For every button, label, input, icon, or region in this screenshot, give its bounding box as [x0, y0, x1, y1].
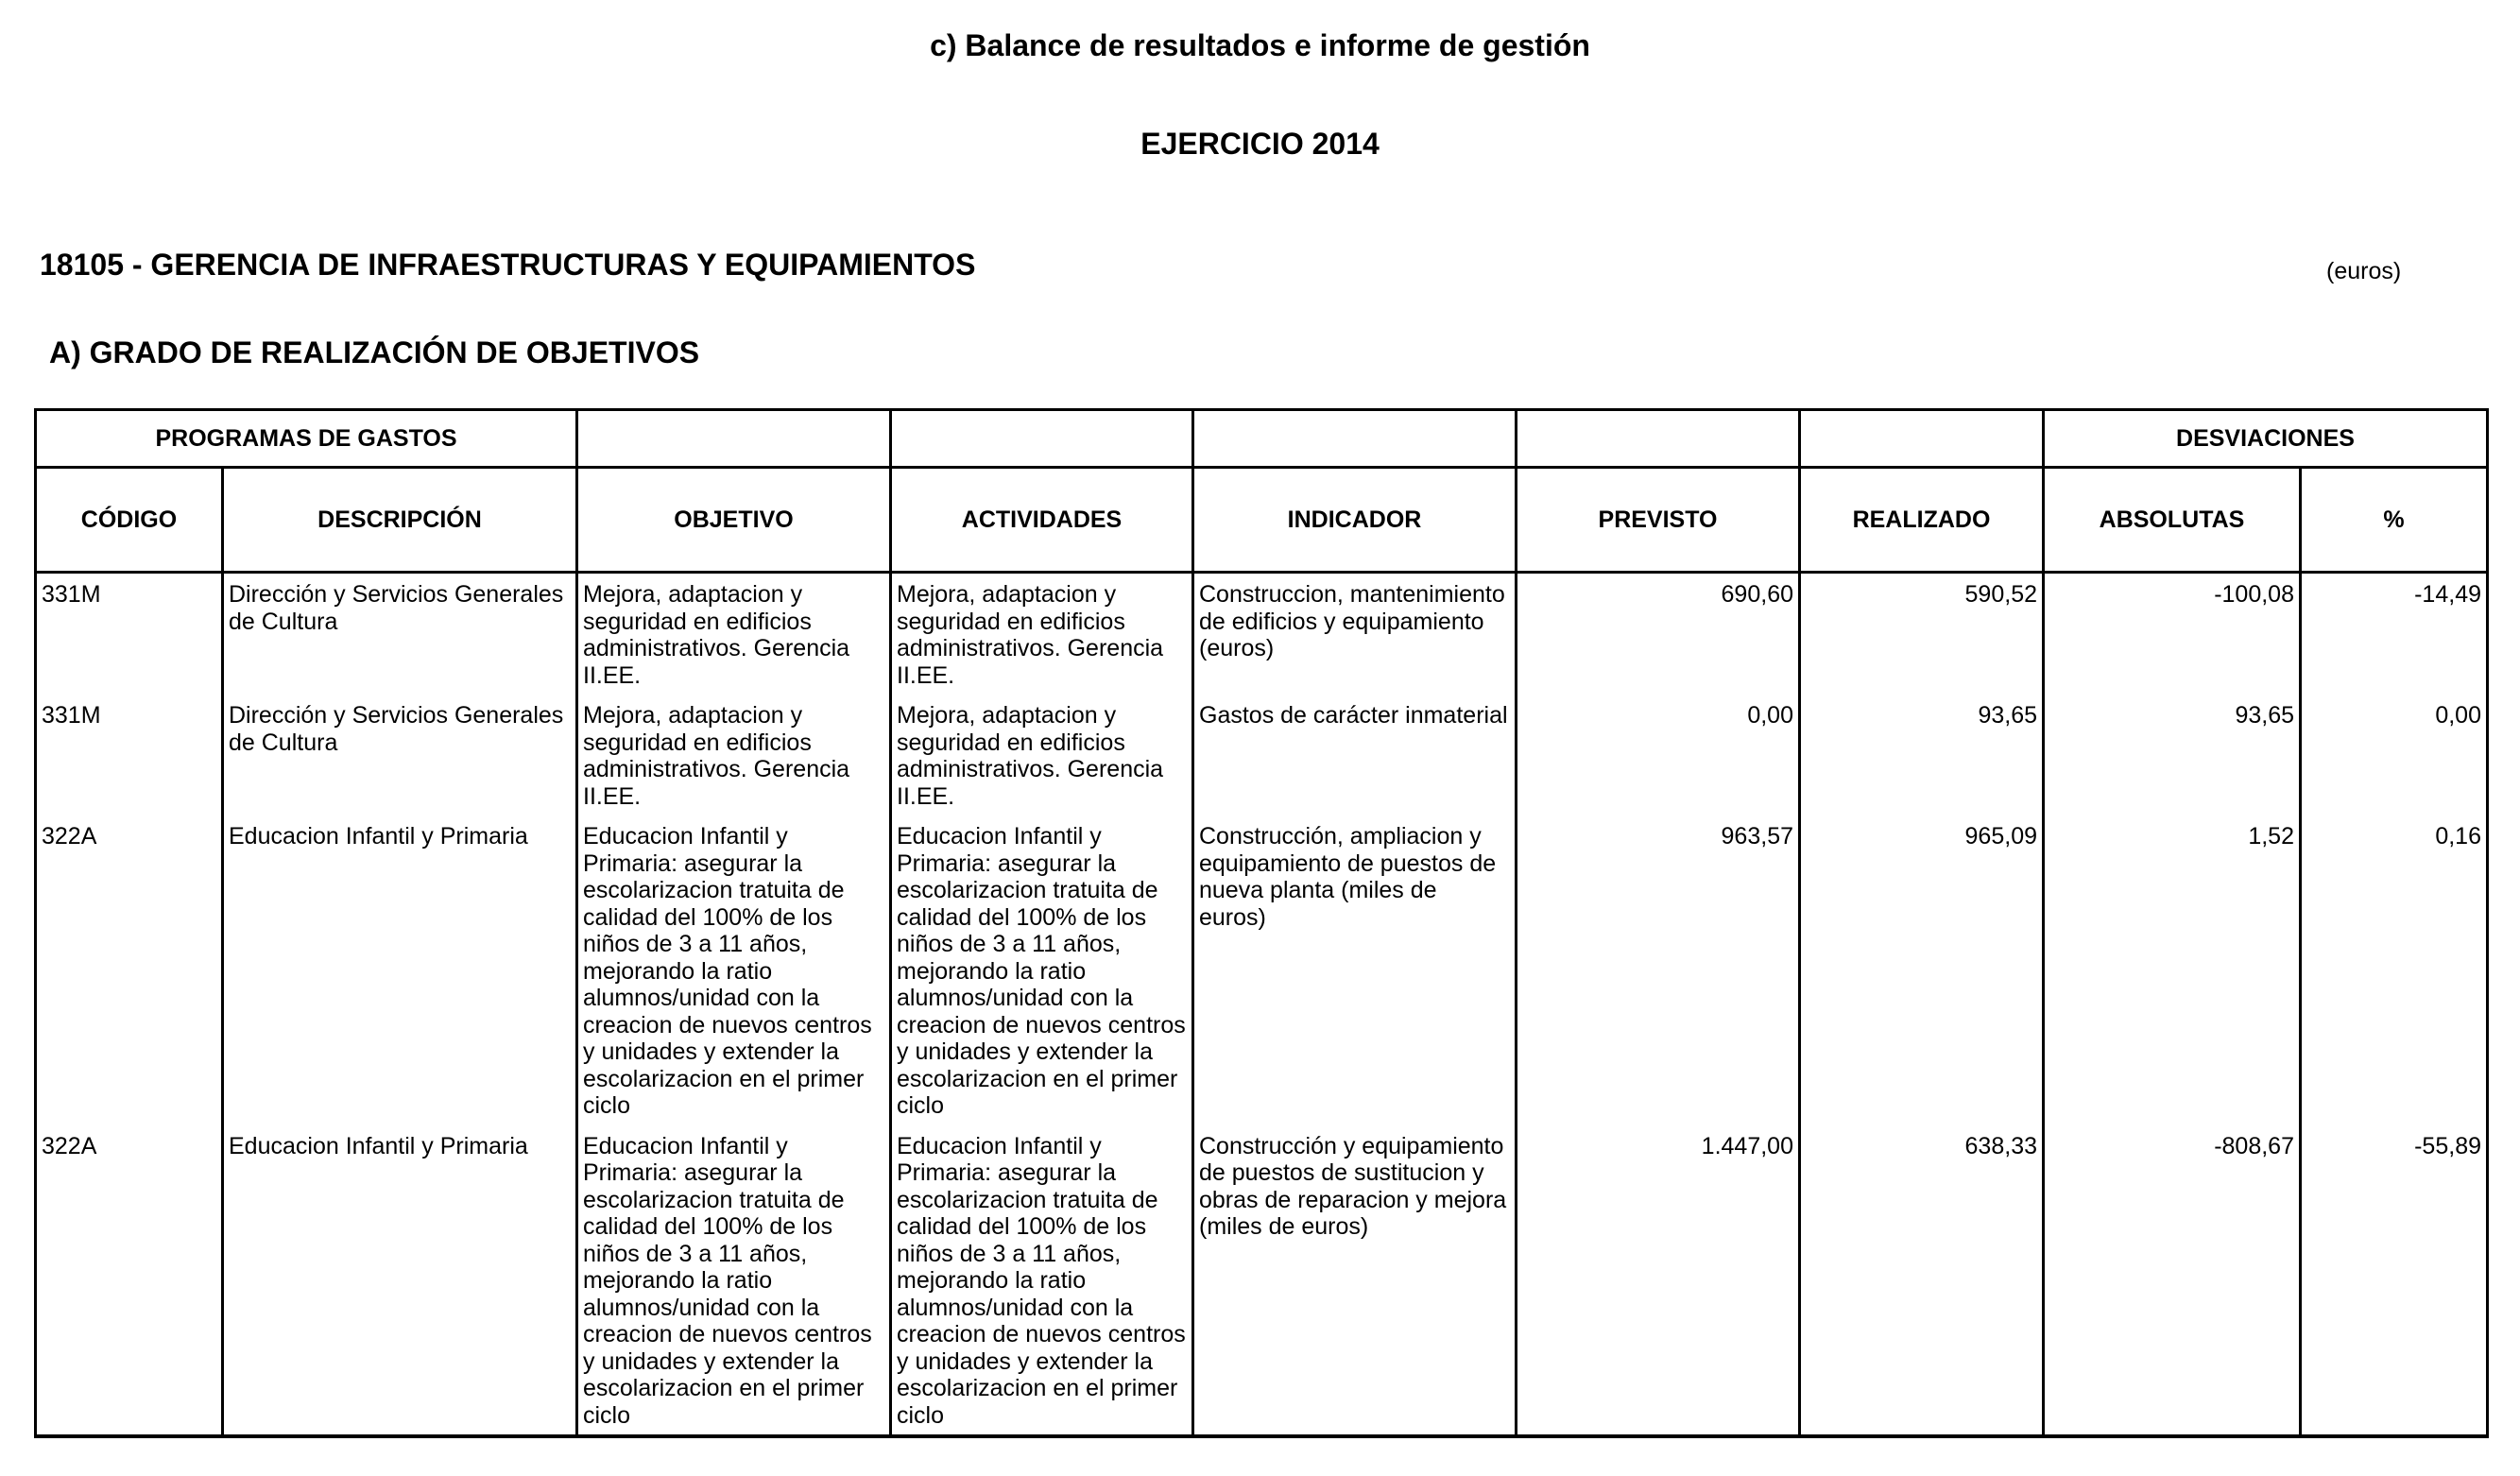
entity-heading: 18105 - GERENCIA DE INFRAESTRUCTURAS Y EQUIPAMIENTOS: [40, 248, 976, 282]
group-header-empty: [1193, 410, 1517, 468]
cell-objetivo: Educacion Infantil y Primaria: asegurar la escolarizacion tratuita de calidad del 100% de los niños de 3 a 11 años, mejorando la ratio alumnos/unidad con la creacion de nuevos centros y unidades y extender la escolarizacion en el primer ciclo: [577, 810, 891, 1120]
cell-indicador: Construccion, mantenimiento de edificios y equipamiento (euros): [1193, 573, 1517, 690]
cell-realizado: 965,09: [1800, 810, 2044, 1120]
cell-descripcion: Dirección y Servicios Generales de Cultura: [223, 573, 577, 690]
column-header-descripcion: DESCRIPCIÓN: [223, 468, 577, 573]
document-title: c) Balance de resultados e informe de gestión: [930, 28, 1590, 62]
cell-objetivo: Mejora, adaptacion y seguridad en edificios administrativos. Gerencia II.EE.: [577, 573, 891, 690]
column-header-indicador: INDICADOR: [1193, 468, 1517, 573]
cell-indicador: Gastos de carácter inmaterial: [1193, 689, 1517, 810]
table-row: [36, 810, 2488, 1120]
cell-porcentaje: -55,89: [2301, 1120, 2488, 1437]
cell-actividades: Mejora, adaptacion y seguridad en edificios administrativos. Gerencia II.EE.: [891, 689, 1193, 810]
cell-previsto: 963,57: [1517, 810, 1800, 1120]
cell-actividades: Educacion Infantil y Primaria: asegurar la escolarizacion tratuita de calidad del 100% de los niños de 3 a 11 años, mejorando la ratio alumnos/unidad con la creacion de nuevos centros y unidades y extender la escolarizacion en el primer ciclo: [891, 810, 1193, 1120]
cell-previsto: 0,00: [1517, 689, 1800, 810]
cell-objetivo: Educacion Infantil y Primaria: asegurar la escolarizacion tratuita de calidad del 100% de los niños de 3 a 11 años, mejorando la ratio alumnos/unidad con la creacion de nuevos centros y unidades y extender la escolarizacion en el primer ciclo: [577, 1120, 891, 1437]
column-header-realizado: REALIZADO: [1800, 468, 2044, 573]
cell-codigo: 331M: [36, 573, 223, 690]
cell-previsto: 1.447,00: [1517, 1120, 1800, 1437]
column-header-previsto: PREVISTO: [1517, 468, 1800, 573]
column-header-row: [36, 468, 2488, 573]
units-label: (euros): [2326, 258, 2402, 284]
cell-realizado: 638,33: [1800, 1120, 2044, 1437]
cell-absolutas: 93,65: [2044, 689, 2301, 810]
table-row: [36, 573, 2488, 690]
objectives-table: [34, 408, 2489, 1438]
column-header-objetivo: OBJETIVO: [577, 468, 891, 573]
cell-indicador: Construcción y equipamiento de puestos de sustitucion y obras de reparacion y mejora (miles de euros): [1193, 1120, 1517, 1437]
cell-codigo: 322A: [36, 810, 223, 1120]
cell-codigo: 322A: [36, 1120, 223, 1437]
cell-realizado: 590,52: [1800, 573, 2044, 690]
group-header-empty: [1517, 410, 1800, 468]
column-header-actividades: ACTIVIDADES: [891, 468, 1193, 573]
section-heading: A) GRADO DE REALIZACIÓN DE OBJETIVOS: [49, 335, 700, 369]
group-header-empty: [891, 410, 1193, 468]
cell-descripcion: Educacion Infantil y Primaria: [223, 810, 577, 1120]
cell-actividades: Mejora, adaptacion y seguridad en edificios administrativos. Gerencia II.EE.: [891, 573, 1193, 690]
cell-actividades: Educacion Infantil y Primaria: asegurar la escolarizacion tratuita de calidad del 100% de los niños de 3 a 11 años, mejorando la ratio alumnos/unidad con la creacion de nuevos centros y unidades y extender la escolarizacion en el primer ciclo: [891, 1120, 1193, 1437]
cell-previsto: 690,60: [1517, 573, 1800, 690]
cell-indicador: Construcción, ampliacion y equipamiento de puestos de nueva planta (miles de euros): [1193, 810, 1517, 1120]
cell-porcentaje: -14,49: [2301, 573, 2488, 690]
group-header-programas: PROGRAMAS DE GASTOS: [36, 410, 577, 468]
fiscal-year-heading: EJERCICIO 2014: [1140, 127, 1380, 161]
cell-descripcion: Dirección y Servicios Generales de Cultura: [223, 689, 577, 810]
cell-descripcion: Educacion Infantil y Primaria: [223, 1120, 577, 1437]
table-row: [36, 689, 2488, 810]
cell-codigo: 331M: [36, 689, 223, 810]
group-header-empty: [577, 410, 891, 468]
column-header-absolutas: ABSOLUTAS: [2044, 468, 2301, 573]
table-row: [36, 1120, 2488, 1437]
column-header-porcentaje: %: [2301, 468, 2488, 573]
cell-objetivo: Mejora, adaptacion y seguridad en edificios administrativos. Gerencia II.EE.: [577, 689, 891, 810]
group-header-desviaciones: DESVIACIONES: [2044, 410, 2488, 468]
cell-realizado: 93,65: [1800, 689, 2044, 810]
cell-porcentaje: 0,16: [2301, 810, 2488, 1120]
cell-porcentaje: 0,00: [2301, 689, 2488, 810]
column-header-codigo: CÓDIGO: [36, 468, 223, 573]
cell-absolutas: -808,67: [2044, 1120, 2301, 1437]
cell-absolutas: 1,52: [2044, 810, 2301, 1120]
group-header-row: [36, 410, 2488, 468]
group-header-empty: [1800, 410, 2044, 468]
cell-absolutas: -100,08: [2044, 573, 2301, 690]
